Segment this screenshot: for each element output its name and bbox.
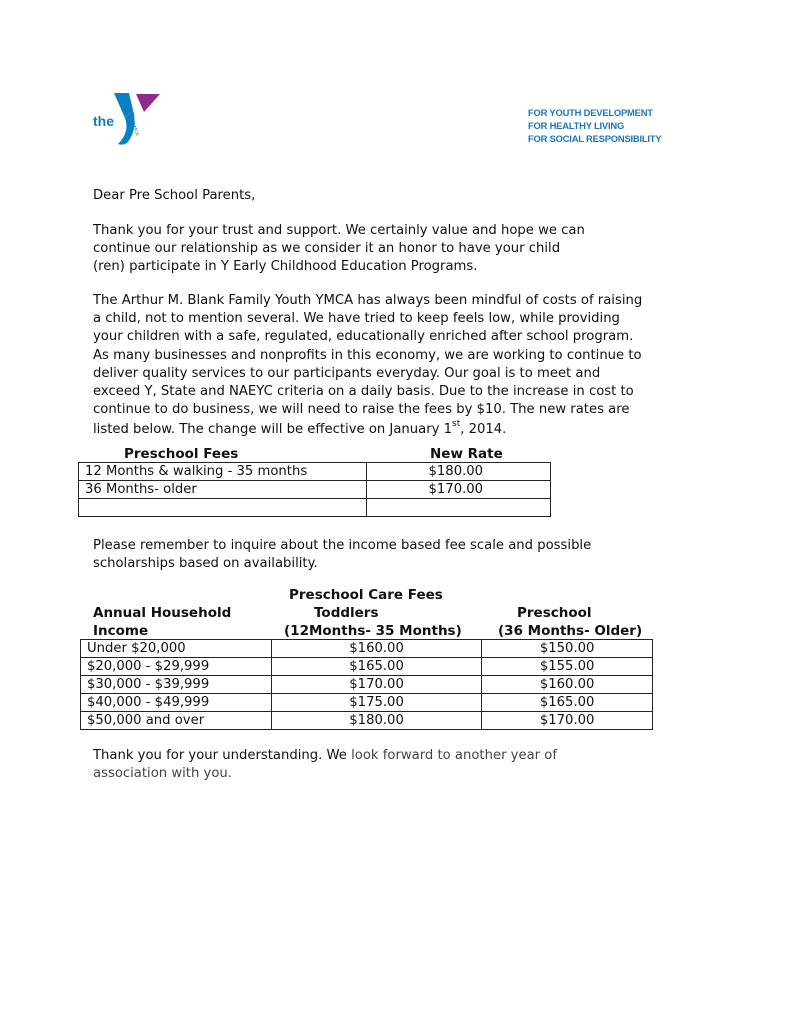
logo-text: the bbox=[93, 113, 114, 129]
ymca-logo bbox=[88, 88, 168, 150]
table-cell bbox=[366, 499, 550, 517]
table-row bbox=[79, 499, 551, 517]
income-table-header-preschool-range: (36 Months- Older) bbox=[498, 623, 643, 639]
table-cell: 36 Months- older bbox=[79, 481, 367, 499]
tagline-line: FOR HEALTHY LIVING bbox=[528, 120, 625, 131]
preschool-fee-table bbox=[78, 462, 551, 517]
table-row bbox=[79, 481, 551, 499]
text-line: scholarships based on availability. bbox=[93, 556, 318, 572]
closing-paragraph bbox=[93, 747, 557, 783]
svg-text:YMCA: YMCA bbox=[130, 122, 140, 137]
text-line: exceed Y, State and NAEYC criteria on a daily basis. Due to the increase in cost to bbox=[93, 384, 634, 400]
income-table-header-preschool: Preschool bbox=[517, 605, 592, 621]
table-cell: $170.00 bbox=[366, 481, 550, 499]
table-cell: Under $20,000 bbox=[81, 640, 272, 658]
table-row bbox=[81, 658, 653, 676]
fee-table-header-fees: Preschool Fees bbox=[124, 446, 239, 462]
text-line: continue our relationship as we consider it an honor to have your child bbox=[93, 241, 561, 257]
text-line: deliver quality services to our participants everyday. Our goal is to meet and bbox=[93, 365, 601, 381]
table-cell: $30,000 - $39,999 bbox=[81, 676, 272, 694]
text-segment: , 2014. bbox=[460, 422, 507, 438]
text-segment: listed below. The change will be effective on January 1 bbox=[93, 422, 453, 438]
table-cell: $160.00 bbox=[482, 676, 653, 694]
salutation: Dear Pre School Parents, bbox=[93, 188, 256, 203]
text-line bbox=[93, 747, 557, 765]
table-row bbox=[81, 694, 653, 712]
intro-paragraph bbox=[93, 222, 585, 277]
income-table-header-income: Income bbox=[93, 623, 149, 639]
table-cell: $150.00 bbox=[482, 640, 653, 658]
text-line: a child, not to mention several. We have tried to keep feels low, while providing bbox=[93, 311, 620, 327]
text-line: Please remember to inquire about the income based fee scale and possible bbox=[93, 538, 592, 553]
text-segment: Thank you for your understanding. We bbox=[93, 748, 352, 763]
remember-paragraph bbox=[93, 537, 591, 573]
income-table-header-toddlers: Toddlers bbox=[314, 605, 379, 621]
table-cell: $165.00 bbox=[271, 658, 482, 676]
table-cell: $20,000 - $29,999 bbox=[81, 658, 272, 676]
effective-date-line bbox=[93, 419, 642, 441]
income-fee-table bbox=[80, 639, 653, 730]
income-table-group-header: Preschool Care Fees bbox=[289, 587, 443, 603]
table-cell: $155.00 bbox=[482, 658, 653, 676]
text-line: As many businesses and nonprofits in this economy, we are working to continue to bbox=[93, 347, 642, 363]
table-row bbox=[81, 640, 653, 658]
text-line: association with you. bbox=[93, 766, 232, 782]
table-cell: 12 Months & walking - 35 months bbox=[79, 463, 367, 481]
table-cell: $170.00 bbox=[482, 712, 653, 730]
income-table-header-income: Annual Household bbox=[93, 605, 232, 621]
ymca-y-icon bbox=[88, 88, 168, 150]
table-cell: $180.00 bbox=[366, 463, 550, 481]
text-line: your children with a safe, regulated, educationally enriched after school program. bbox=[93, 329, 634, 345]
tagline-line: FOR YOUTH DEVELOPMENT bbox=[528, 107, 653, 118]
table-cell: $165.00 bbox=[482, 694, 653, 712]
table-cell: $175.00 bbox=[271, 694, 482, 712]
income-table-header-toddlers-range: (12Months- 35 Months) bbox=[284, 623, 462, 639]
fee-table-header-rate: New Rate bbox=[430, 446, 503, 462]
table-row bbox=[81, 712, 653, 730]
table-cell: $170.00 bbox=[271, 676, 482, 694]
table-cell bbox=[79, 499, 367, 517]
tagline-line: FOR SOCIAL RESPONSIBILITY bbox=[528, 133, 662, 144]
tagline bbox=[528, 106, 661, 145]
table-cell: $50,000 and over bbox=[81, 712, 272, 730]
text-line: continue to do business, we will need to raise the fees by $10. The new rates are bbox=[93, 402, 630, 418]
table-row bbox=[79, 463, 551, 481]
table-row bbox=[81, 676, 653, 694]
text-line: (ren) participate in Y Early Childhood Education Programs. bbox=[93, 259, 478, 275]
table-cell: $40,000 - $49,999 bbox=[81, 694, 272, 712]
text-line: The Arthur M. Blank Family Youth YMCA has always been mindful of costs of raising bbox=[93, 293, 643, 308]
body-paragraph bbox=[93, 292, 642, 441]
text-segment: look forward to another year of bbox=[351, 748, 558, 763]
table-cell: $180.00 bbox=[271, 712, 482, 730]
table-cell: $160.00 bbox=[271, 640, 482, 658]
ordinal-suffix: st bbox=[452, 419, 461, 430]
text-line: Thank you for your trust and support. We certainly value and hope we can bbox=[93, 223, 585, 238]
